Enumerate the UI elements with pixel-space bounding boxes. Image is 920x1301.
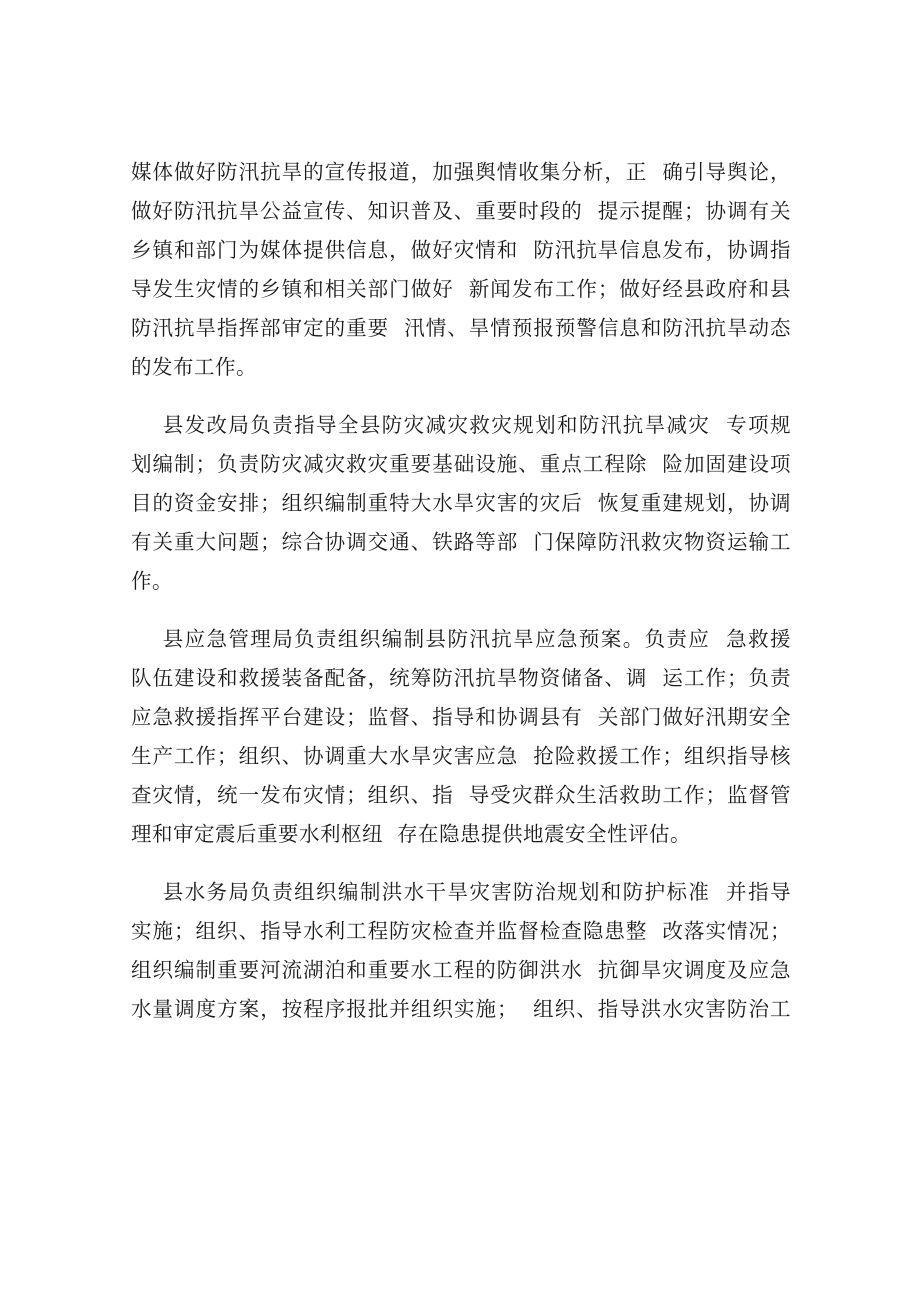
text-line: 水量调度方案，按程序报批并组织实施； 组织、指导洪水灾害防治工: [131, 997, 791, 1021]
text-line: 导发生灾情的乡镇和相关部门做好 新闻发布工作；做好经县政府和县: [131, 277, 791, 301]
text-line: 查灾情，统一发布灾情；组织、指 导受灾群众生活救助工作；监督管: [131, 783, 791, 807]
text-line: 划编制；负责防灾减灾救灾重要基础设施、重点工程除 险加固建设项: [131, 452, 791, 476]
paragraph-spacer: [131, 601, 791, 620]
text-line: 媒体做好防汛抗旱的宣传报道，加强舆情收集分析，正 确引导舆论，: [131, 160, 791, 184]
text-line: 组织编制重要河流湖泊和重要水工程的防御洪水 抗御旱灾调度及应急: [131, 958, 791, 982]
text-line: 生产工作；组织、协调重大水旱灾害应急 抢险救援工作；组织指导核: [131, 744, 791, 768]
text-line: 乡镇和部门为媒体提供信息，做好灾情和 防汛抗旱信息发布，协调指: [131, 238, 791, 262]
text-line: 做好防汛抗旱公益宣传、知识普及、重要时段的 提示提醒；协调有关: [131, 199, 791, 223]
text-line: 目的资金安排；组织编制重特大水旱灾害的灾后 恢复重建规划，协调: [131, 491, 791, 515]
text-line: 防汛抗旱指挥部审定的重要 汛情、旱情预报预警信息和防汛抗旱动态: [131, 316, 791, 340]
paragraph-water-affairs-bureau: [131, 873, 791, 1029]
text-line: 实施；组织、指导水利工程防灾检查并监督检查隐患整 改落实情况；: [131, 919, 791, 943]
text-line: 有关重大问题；综合协调交通、铁路等部 门保障防汛救灾物资运输工: [131, 530, 791, 554]
text-line: 应急救援指挥平台建设；监督、指导和协调县有 关部门做好汛期安全: [131, 705, 791, 729]
paragraph-development-reform-bureau: [131, 406, 791, 601]
paragraph-spacer: [131, 854, 791, 873]
text-line: 县应急管理局负责组织编制县防汛抗旱应急预案。负责应 急救援: [131, 627, 791, 651]
paragraph-spacer: [131, 387, 791, 406]
paragraph-emergency-management-bureau: [131, 620, 791, 854]
text-line: 队伍建设和救援装备配备，统筹防汛抗旱物资储备、调 运工作；负责: [131, 666, 791, 690]
document-body: [131, 153, 791, 1029]
paragraph-media-duties: [131, 153, 791, 387]
text-line: 县发改局负责指导全县防灾减灾救灾规划和防汛抗旱减灾 专项规: [131, 413, 791, 437]
text-line: 的发布工作。: [131, 355, 257, 379]
text-line: 理和审定震后重要水利枢纽 存在隐患提供地震安全性评估。: [131, 822, 692, 846]
text-line: 县水务局负责组织编制洪水干旱灾害防治规划和防护标准 并指导: [131, 880, 791, 904]
text-line: 作。: [131, 569, 173, 593]
